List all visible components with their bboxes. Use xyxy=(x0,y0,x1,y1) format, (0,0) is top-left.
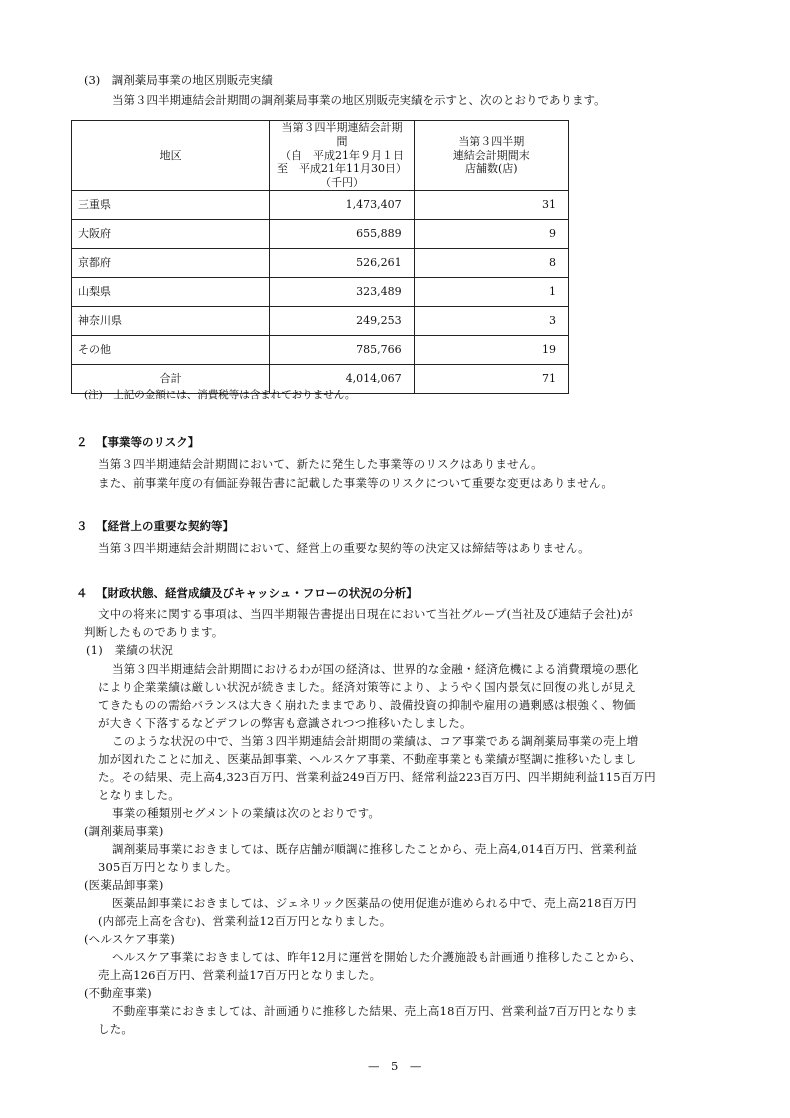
paragraph-line: また、前事業年度の有価証券報告書に記載した事業等のリスクについて重要な変更はありません。 xyxy=(98,476,614,490)
paragraph-line: が大きく下落するなどデフレの弊害も意識されつつ推移いたしました。 xyxy=(98,716,472,730)
total-label: 合計 xyxy=(72,364,270,393)
paragraph-line: 当第３四半期連結会計期間において、経営上の重要な契約等の決定又は締結等はありません。 xyxy=(98,541,590,555)
paragraph-line: 文中の将来に関する事項は、当四半期報告書提出日現在において当社グループ(当社及び連結子会社)が xyxy=(98,607,633,621)
section-risk-title: 【事業等のリスク】 xyxy=(96,435,200,449)
stores-cell: 9 xyxy=(414,219,568,248)
paragraph-line: (内部売上高を含む)、営業利益12百万円となりました。 xyxy=(98,914,392,928)
stores-cell: 1 xyxy=(414,277,568,306)
paragraph-line: 305百万円となりました。 xyxy=(98,860,238,874)
total-sales: 4,014,067 xyxy=(270,364,414,393)
header-line: 当第３四半期 xyxy=(458,134,525,148)
header-line: 連結会計期間末 xyxy=(452,148,530,162)
paragraph-line: 売上高126百万円、営業利益17百万円となりました。 xyxy=(98,968,382,982)
sales-cell: 526,261 xyxy=(270,248,414,277)
section-risk-number: ２ xyxy=(76,435,88,449)
paragraph-line: ヘルスケア事業におきましては、昨年12月に運営を開始した介護施設も計画通り推移したことから、 xyxy=(112,950,642,964)
section-contract-title: 【経営上の重要な契約等】 xyxy=(96,519,234,533)
paragraph-line: 事業の種類別セグメントの業績は次のとおりです。 xyxy=(112,806,381,820)
segment-heading: (医薬品卸事業) xyxy=(84,878,164,892)
paragraph-line: このような状況の中で、当第３四半期連結会計期間の業績は、コア事業である調剤薬局事業の売上増 xyxy=(112,734,639,748)
header-line: 至 平成21年11月30日） xyxy=(276,162,407,176)
region-cell: 京都府 xyxy=(72,248,270,277)
section-analysis-number: ４ xyxy=(76,586,88,600)
page-number: — 5 — xyxy=(368,1059,422,1073)
paragraph-line: 加が図れたことに加え、医薬品卸事業、ヘルスケア事業、不動産事業とも業績が堅調に推移いたしまし xyxy=(98,752,637,766)
header-line: （自 平成21年９月１日 xyxy=(279,148,404,162)
section-contract-number: ３ xyxy=(76,519,88,533)
segment-heading: (調剤薬局事業) xyxy=(84,824,164,838)
regional-sales-table xyxy=(71,120,569,394)
sales-cell: 249,253 xyxy=(270,306,414,335)
stores-cell: 8 xyxy=(414,248,568,277)
segment-heading: (ヘルスケア事業) xyxy=(84,932,175,946)
paragraph-line: した。 xyxy=(98,1022,134,1036)
paragraph-line: 医薬品卸事業におきましては、ジェネリック医薬品の使用促進が進められる中で、売上高218百万円 xyxy=(112,896,637,910)
paragraph-line: た。その結果、売上高4,323百万円、営業利益249百万円、経常利益223百万円、四半期純利益115百万円 xyxy=(98,770,656,784)
segment-heading: (不動産事業) xyxy=(84,986,152,1000)
table-row xyxy=(72,219,569,248)
header-line: 当第３四半期連結会計期間 xyxy=(281,121,403,148)
region-cell: その他 xyxy=(72,335,270,364)
paragraph-line: 判断したものであります。 xyxy=(84,625,224,639)
stores-cell: 3 xyxy=(414,306,568,335)
table-row xyxy=(72,277,569,306)
region-cell: 山梨県 xyxy=(72,277,270,306)
header-line: （千円） xyxy=(319,176,364,189)
table-row xyxy=(72,190,569,219)
header-stores xyxy=(414,121,568,191)
paragraph-line: となりました。 xyxy=(98,788,180,802)
table-row xyxy=(72,248,569,277)
stores-cell: 31 xyxy=(414,190,568,219)
header-sales xyxy=(270,121,414,191)
region-cell: 三重県 xyxy=(72,190,270,219)
paragraph-line: 不動産事業におきましては、計画通りに推移した結果、売上高18百万円、営業利益7百万円となりま xyxy=(112,1004,638,1018)
section-analysis-title: 【財政状態、経営成績及びキャッシュ・フローの状況の分析】 xyxy=(96,586,418,600)
paragraph-line: 当第３四半期連結会計期間におけるわが国の経済は、世界的な金融・経済危機による消費環境の悪化 xyxy=(112,662,639,676)
sales-cell: 323,489 xyxy=(270,277,414,306)
total-stores: 71 xyxy=(414,364,568,393)
region-cell: 大阪府 xyxy=(72,219,270,248)
region-cell: 神奈川県 xyxy=(72,306,270,335)
paragraph-line: 当第３四半期連結会計期間において、新たに発生した事業等のリスクはありません。 xyxy=(98,457,543,471)
paragraph-line: により企業業績は厳しい状況が続きました。経済対策等により、ようやく国内景気に回復の兆しが見え xyxy=(98,680,637,694)
subsection-heading: (1) 業績の状況 xyxy=(86,643,174,657)
paragraph-line: 調剤薬局事業におきましては、既存店舗が順調に推移したことから、売上高4,014百万円、営業利益 xyxy=(112,842,638,856)
header-line: 店舗数(店) xyxy=(465,162,518,176)
sales-cell: 1,473,407 xyxy=(270,190,414,219)
sales-cell: 655,889 xyxy=(270,219,414,248)
section-intro: 当第３四半期連結会計期間の調剤薬局事業の地区別販売実績を示すと、次のとおりであります。 xyxy=(112,93,606,107)
header-line: 地区 xyxy=(159,148,182,162)
table-header-row xyxy=(72,121,569,191)
table-note: (注) 上記の金額には、消費税等は含まれておりません。 xyxy=(84,389,356,401)
sales-cell: 785,766 xyxy=(270,335,414,364)
paragraph-line: てきたものの需給バランスは大きく崩れたままであり、設備投資の抑制や雇用の過剰感は根強く、物価 xyxy=(98,698,636,712)
table-row xyxy=(72,335,569,364)
header-region xyxy=(72,121,270,191)
stores-cell: 19 xyxy=(414,335,568,364)
table-row xyxy=(72,306,569,335)
section-heading-sales-by-region: (3) 調剤薬局事業の地区別販売実績 xyxy=(84,73,273,87)
